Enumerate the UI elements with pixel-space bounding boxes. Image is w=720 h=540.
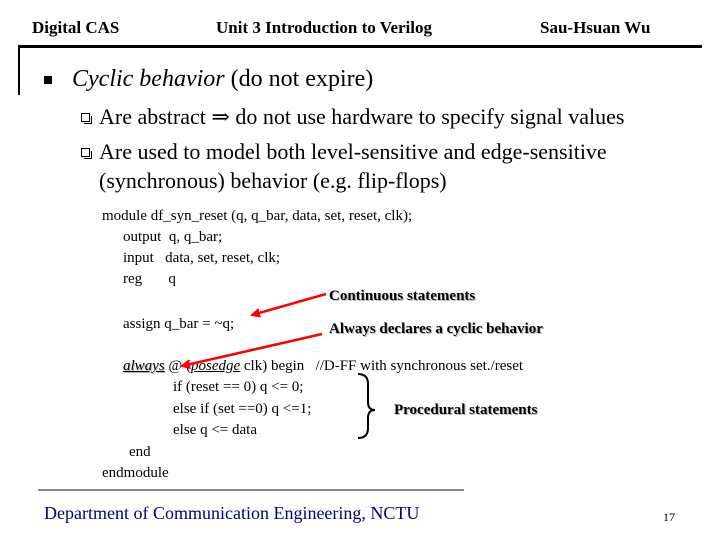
footer-rule xyxy=(38,489,464,491)
code-line-else-if-set: else if (set ==0) q <=1; xyxy=(173,401,312,417)
keyword-posedge: posedge xyxy=(190,358,241,374)
code-line-end: end xyxy=(129,444,151,460)
title-rest: (do not expire) xyxy=(224,66,374,92)
code-line-output: output q, q_bar; xyxy=(123,229,223,245)
procedural-brace xyxy=(358,374,375,438)
always-declares-label: Always declares a cyclic behavior xyxy=(329,321,543,337)
always-arrow xyxy=(182,334,322,366)
sub-bullet-1-suffix: do not use hardware to specify signal values xyxy=(229,104,625,129)
implies-arrow-icon: ⇒ xyxy=(211,104,230,129)
sub-bullet-2-line-1: Are used to model both level-sensitive and edge-sensitive xyxy=(99,139,607,164)
continuous-arrow xyxy=(252,294,326,315)
sub-bullet-2-line-2: (synchronous) behavior (e.g. flip-flops) xyxy=(99,168,447,193)
code-line-module: module df_syn_reset (q, q_bar, data, set, reset, clk); xyxy=(102,208,413,224)
keyword-always: always xyxy=(123,358,165,374)
code-line-reg: reg q xyxy=(123,271,176,287)
title-italic: Cyclic behavior xyxy=(72,66,225,92)
author-name: Sau-Hsuan Wu xyxy=(540,18,651,37)
sub-bullet-1-prefix: Are abstract xyxy=(99,104,212,129)
code-line-input: input data, set, reset, clk; xyxy=(123,250,281,266)
code-line-if-reset: if (reset == 0) q <= 0; xyxy=(173,379,304,395)
page-number: 17 xyxy=(663,510,675,524)
procedural-statements-label: Procedural statements xyxy=(394,402,538,418)
code-line-endmodule: endmodule xyxy=(102,465,169,481)
code-at: @ ( xyxy=(164,358,191,374)
unit-title: Unit 3 Introduction to Verilog xyxy=(216,18,432,37)
code-line-assign: assign q_bar = ~q; xyxy=(123,316,235,332)
department-footer: Department of Communication Engineering, NCTU xyxy=(44,503,420,523)
code-line-else: else q <= data xyxy=(173,422,257,438)
continuous-statements-label: Continuous statements xyxy=(329,288,476,304)
course-title: Digital CAS xyxy=(32,18,120,37)
code-always-rest: clk) begin //D-FF with synchronous set./reset xyxy=(240,358,524,374)
